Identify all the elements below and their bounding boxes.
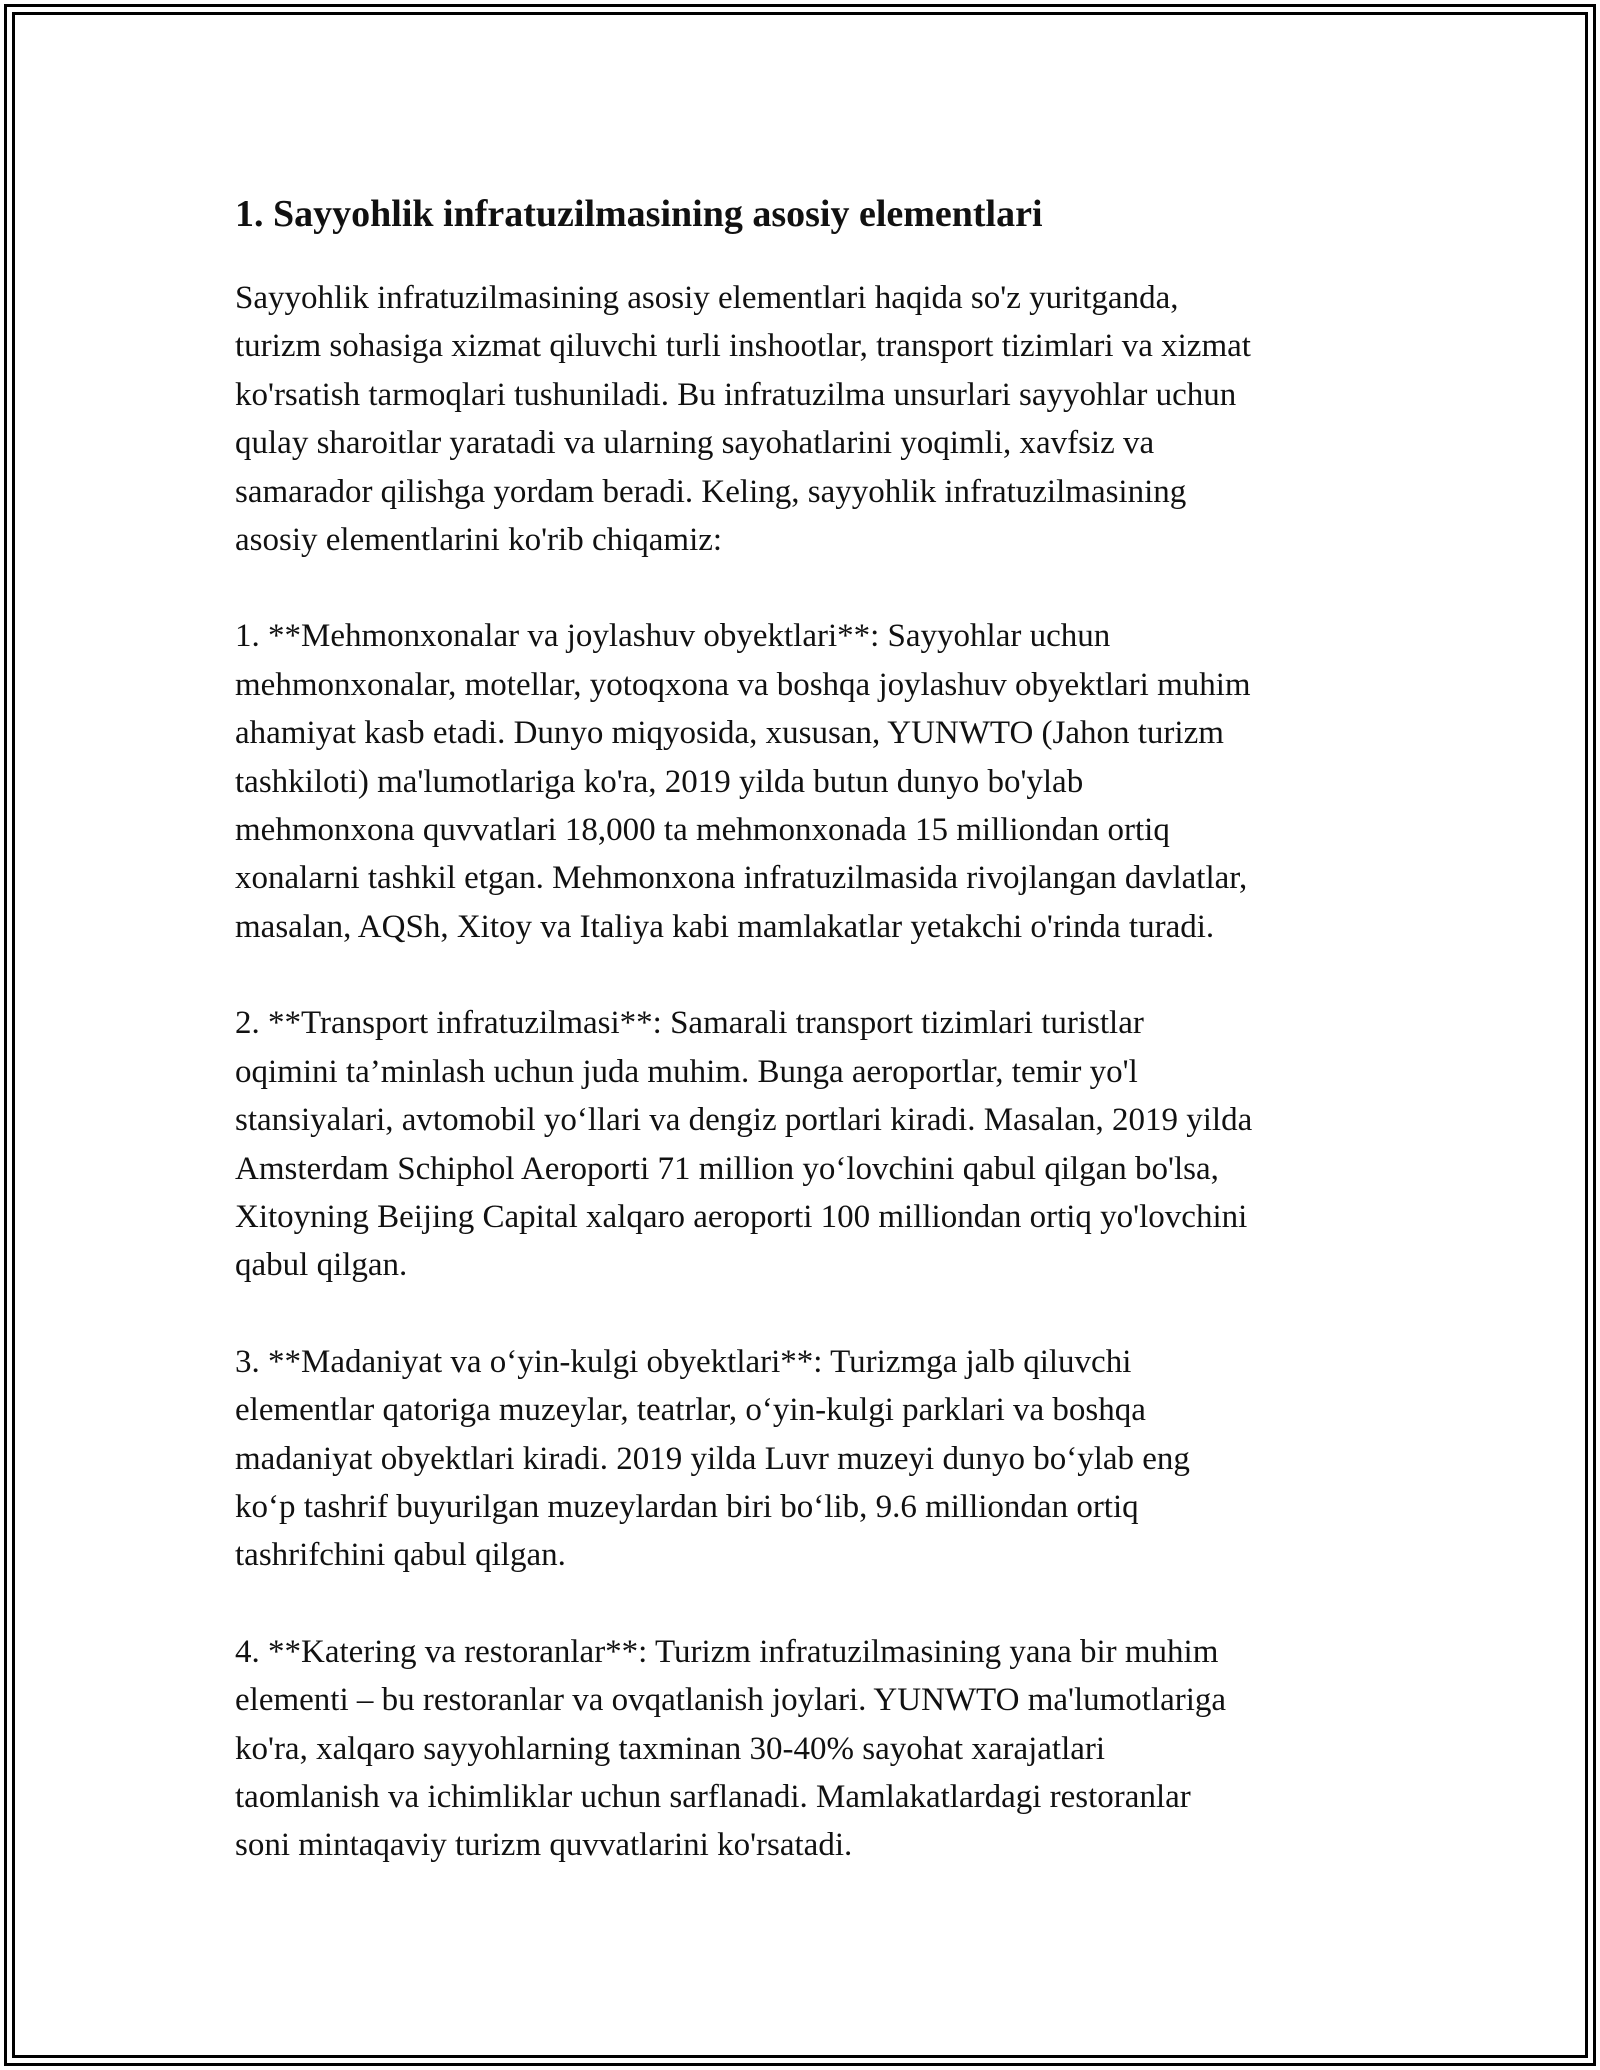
paragraph-catering: 4. **Katering va restoranlar**: Turizm infratuzilmasining yana bir muhim elementi – bu restoranlar va ovqatlanish joylari. YUNWTO ma'lumotlariga ko'ra, xalqaro sayyohlarning taxminan 30-40% sayohat xarajatlari taomlanish va ichimliklar uchun sarflanadi. Mamlakatlardagi restoranlar soni mintaqaviy turizm quvvatlarini ko'rsatadi. — [235, 1633, 1227, 1864]
document-body — [235, 188, 1385, 1918]
section-title: 1. Sayyohlik infratuzilmasining asosiy elementlari — [235, 193, 1043, 235]
intro-paragraph: Sayyohlik infratuzilmasining asosiy elementlari haqida so'z yuritganda, turizm sohasiga xizmat qiluvchi turli inshootlar, transport tizimlari va xizmat ko'rsatish tarmoqlari tushuniladi. Bu infratuzilma unsurlari sayyohlar uchun qulay sharoitlar yaratadi va ularning sayohatlarini yoqimli, xavfsiz va samarador qilishga yordam beradi. Keling, sayyohlik infratuzilmasining asosiy elementlarini ko'rib chiqamiz: — [235, 280, 1251, 559]
paragraph-culture: 3. **Madaniyat va o‘yin-kulgi obyektlari**: Turizmga jalb qiluvchi elementlar qatoriga muzeylar, teatrlar, o‘yin-kulgi parklari va boshqa madaniyat obyektlari kiradi. 2019 yilda Luvr muzeyi dunyo bo‘ylab eng ko‘p tashrif buyurilgan muzeylardan biri bo‘lib, 9.6 milliondan ortiq tashrifchini qabul qilgan. — [235, 1343, 1190, 1574]
paragraph-transport: 2. **Transport infratuzilmasi**: Samarali transport tizimlari turistlar oqimini ta’minlash uchun juda muhim. Bunga aeroportlar, temir yo'l stansiyalari, avtomobil yo‘llari va dengiz portlari kiradi. Masalan, 2019 yilda Amsterdam Schiphol Aeroporti 71 million yo‘lovchini qabul qilgan bo'lsa, Xitoyning Beijing Capital xalqaro aeroporti 100 milliondan ortiq yo'lovchini qabul qilgan. — [235, 1005, 1253, 1284]
paragraph-accommodation: 1. **Mehmonxonalar va joylashuv obyektlari**: Sayyohlar uchun mehmonxonalar, motellar, yotoqxona va boshqa joylashuv obyektlari muhim ahamiyat kasb etadi. Dunyo miqyosida, xususan, YUNWTO (Jahon turizm tashkiloti) ma'lumotlariga ko'ra, 2019 yilda butun dunyo bo'ylab mehmonxona quvvatlari 18,000 ta mehmonxonada 15 milliondan ortiq xonalarni tashkil etgan. Mehmonxona infratuzilmasida rivojlangan davlatlar, masalan, AQSh, Xitoy va Italiya kabi mamlakatlar yetakchi o'rinda turadi. — [235, 618, 1251, 945]
